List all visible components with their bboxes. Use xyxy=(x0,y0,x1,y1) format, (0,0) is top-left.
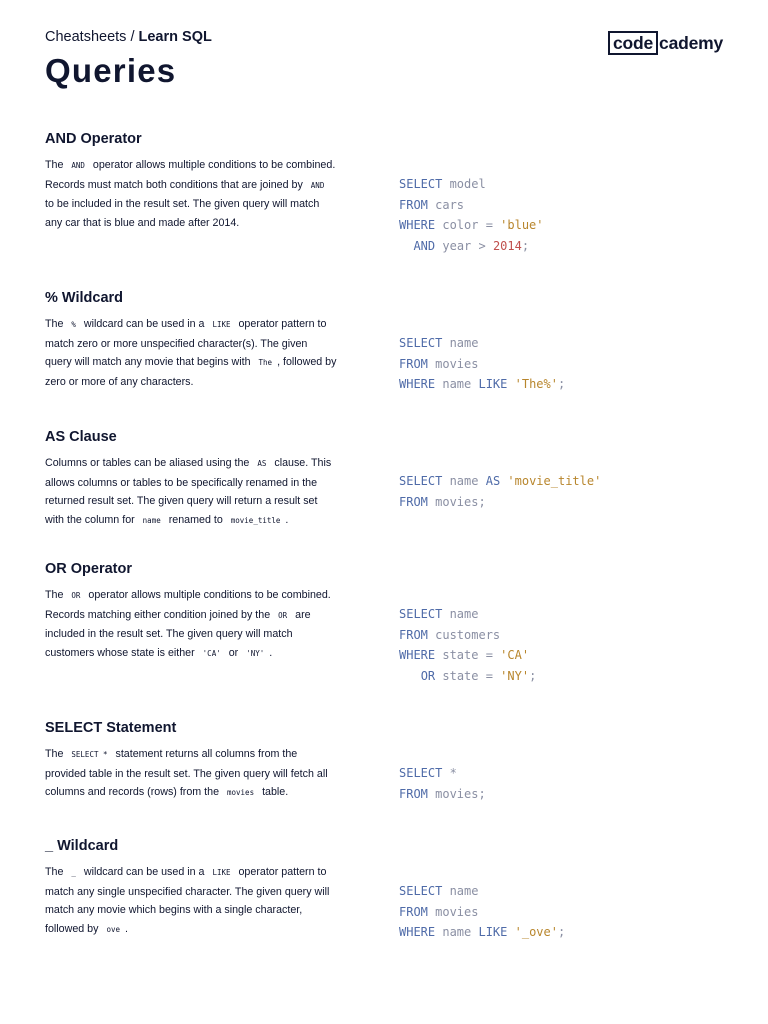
desc-text: . xyxy=(285,513,289,526)
desc-text: renamed to xyxy=(165,513,226,526)
inline-code: OR xyxy=(278,610,288,620)
code-string: 'NY' xyxy=(500,668,530,683)
code-block xyxy=(399,174,544,256)
section-description xyxy=(45,454,337,530)
code-text: name xyxy=(442,884,479,898)
page-title: Queries xyxy=(45,52,177,89)
code-text: movies xyxy=(427,356,479,371)
inline-code: SELECT * xyxy=(71,750,108,759)
code-keyword: FROM xyxy=(399,494,428,509)
code-text: name xyxy=(435,377,479,391)
code-text: name xyxy=(442,474,486,488)
desc-text: . xyxy=(125,922,128,935)
desc-text: operator pattern to match any single unspecified character. The given query will match any movie which begins with a single character, followed by xyxy=(45,866,330,935)
code-text: name xyxy=(442,607,479,621)
desc-text: The xyxy=(45,318,67,330)
code-text: movies; xyxy=(427,494,486,509)
breadcrumb-separator: / xyxy=(126,29,139,45)
desc-text: clause. This allows columns or tables to be specifically renamed in the returned result set. The given query will return a result set with the column for xyxy=(45,457,332,526)
inline-code: ove xyxy=(106,924,120,934)
inline-code: movie_title xyxy=(230,515,281,525)
code-text: name xyxy=(442,336,479,350)
section-description xyxy=(45,156,337,232)
code-text xyxy=(507,925,514,939)
desc-text: wildcard can be used in a xyxy=(80,866,208,878)
section-select-statement xyxy=(45,719,745,801)
inline-code: 'NY' xyxy=(246,648,265,658)
inline-code: _ xyxy=(71,868,76,877)
code-keyword: FROM xyxy=(399,904,428,919)
code-keyword: SELECT xyxy=(399,336,443,350)
code-keyword: FROM xyxy=(399,627,428,642)
section-underscore-wildcard xyxy=(45,837,745,939)
section-title: AS Clause xyxy=(45,429,117,445)
code-text: name xyxy=(435,925,479,939)
desc-text: operator pattern to match zero or more unspecified character(s). The given query will match any movie that begins with xyxy=(45,318,327,369)
code-text: movies xyxy=(427,904,479,919)
desc-text: , followed by zero or more of any characters. xyxy=(45,356,337,388)
section-description xyxy=(45,586,337,663)
desc-text: operator allows multiple conditions to be combined. Records matching either condition joined by the xyxy=(45,589,331,621)
code-text xyxy=(507,377,514,391)
desc-text: operator allows multiple conditions to be combined. Records must match both conditions that are joined by xyxy=(45,159,336,191)
desc-text: or xyxy=(225,646,242,659)
inline-code: OR xyxy=(71,591,81,600)
inline-code: The xyxy=(258,358,273,368)
code-text: * xyxy=(442,766,457,780)
section-title: % Wildcard xyxy=(45,290,124,306)
code-text: ; xyxy=(557,925,566,939)
code-block xyxy=(399,881,565,943)
code-indent xyxy=(399,239,413,253)
inline-code: name xyxy=(142,515,161,525)
desc-text: statement returns all columns from the provided table in the result set. The given query will fetch all columns and records (rows) from the xyxy=(45,748,328,799)
code-block xyxy=(399,471,601,512)
code-string: 'The%' xyxy=(514,377,558,391)
code-text: cars xyxy=(427,197,465,212)
code-text: year > xyxy=(435,238,493,253)
inline-code: AS xyxy=(257,459,267,468)
inline-code: LIKE xyxy=(212,868,231,877)
code-keyword: SELECT xyxy=(399,177,443,191)
code-block xyxy=(399,763,486,804)
code-block xyxy=(399,604,536,686)
code-keyword: SELECT xyxy=(399,607,443,621)
code-keyword: LIKE xyxy=(478,925,508,939)
code-keyword: FROM xyxy=(399,197,428,212)
code-text: color = xyxy=(435,218,501,232)
code-keyword: FROM xyxy=(399,786,428,801)
code-text: model xyxy=(442,177,486,191)
code-text: state = xyxy=(435,648,501,662)
desc-text: table. xyxy=(259,786,289,799)
desc-text: are included in the result set. The given query will match customers whose state is either xyxy=(45,608,311,659)
code-text: ; xyxy=(529,668,537,683)
section-percent-wildcard xyxy=(45,289,745,391)
section-title: SELECT Statement xyxy=(45,720,177,736)
breadcrumb-cheatsheets-link[interactable]: Cheatsheets xyxy=(45,29,127,45)
code-keyword: FROM xyxy=(399,356,428,371)
code-keyword: SELECT xyxy=(399,474,443,488)
section-title: OR Operator xyxy=(45,561,133,577)
code-keyword: WHERE xyxy=(399,925,436,939)
section-and-operator xyxy=(45,130,745,253)
code-keyword: WHERE xyxy=(399,648,436,662)
code-keyword: LIKE xyxy=(478,377,508,391)
desc-text: The xyxy=(45,748,67,760)
inline-code: AND xyxy=(71,161,85,170)
desc-text: The xyxy=(45,866,67,878)
inline-code: % xyxy=(71,320,76,329)
code-text: ; xyxy=(557,377,566,391)
inline-code: movies xyxy=(227,788,255,798)
inline-code: LIKE xyxy=(212,320,231,329)
code-keyword: WHERE xyxy=(399,377,436,391)
inline-code: 'CA' xyxy=(202,648,221,658)
code-indent xyxy=(399,669,421,683)
section-title: AND Operator xyxy=(45,131,142,147)
code-text: movies; xyxy=(427,786,486,801)
code-block xyxy=(399,333,565,395)
code-keyword: WHERE xyxy=(399,218,436,232)
code-keyword: SELECT xyxy=(399,884,443,898)
breadcrumb xyxy=(45,29,212,45)
logo-cademy-text: cademy xyxy=(659,33,724,53)
code-keyword: AND xyxy=(413,238,436,253)
code-string: 'blue' xyxy=(500,218,544,232)
breadcrumb-current[interactable]: Learn SQL xyxy=(138,29,212,45)
logo-code-box: code xyxy=(608,31,658,55)
code-keyword: AS xyxy=(485,474,501,488)
code-text: state = xyxy=(435,668,501,683)
code-number: 2014 xyxy=(492,238,522,253)
desc-text: The xyxy=(45,159,67,171)
section-title: _ Wildcard xyxy=(45,838,119,854)
section-description xyxy=(45,315,337,391)
desc-text: The xyxy=(45,589,67,601)
code-string: '_ove' xyxy=(514,925,558,939)
code-text: customers xyxy=(427,627,501,642)
desc-text: Columns or tables can be aliased using the xyxy=(45,457,253,469)
section-or-operator xyxy=(45,560,745,683)
codecademy-logo[interactable] xyxy=(608,31,723,55)
code-text: ; xyxy=(521,238,530,253)
desc-text: to be included in the result set. The given query will match any car that is blue and made after 2014. xyxy=(45,198,320,229)
desc-text: wildcard can be used in a xyxy=(80,318,208,330)
section-as-clause xyxy=(45,428,745,526)
desc-text: . xyxy=(269,646,273,659)
code-string: 'CA' xyxy=(500,648,530,662)
code-string: 'movie_title' xyxy=(507,474,602,488)
section-description xyxy=(45,745,337,803)
code-keyword: OR xyxy=(420,668,436,683)
section-description xyxy=(45,863,337,939)
code-keyword: SELECT xyxy=(399,766,443,780)
inline-code: AND xyxy=(310,180,325,190)
